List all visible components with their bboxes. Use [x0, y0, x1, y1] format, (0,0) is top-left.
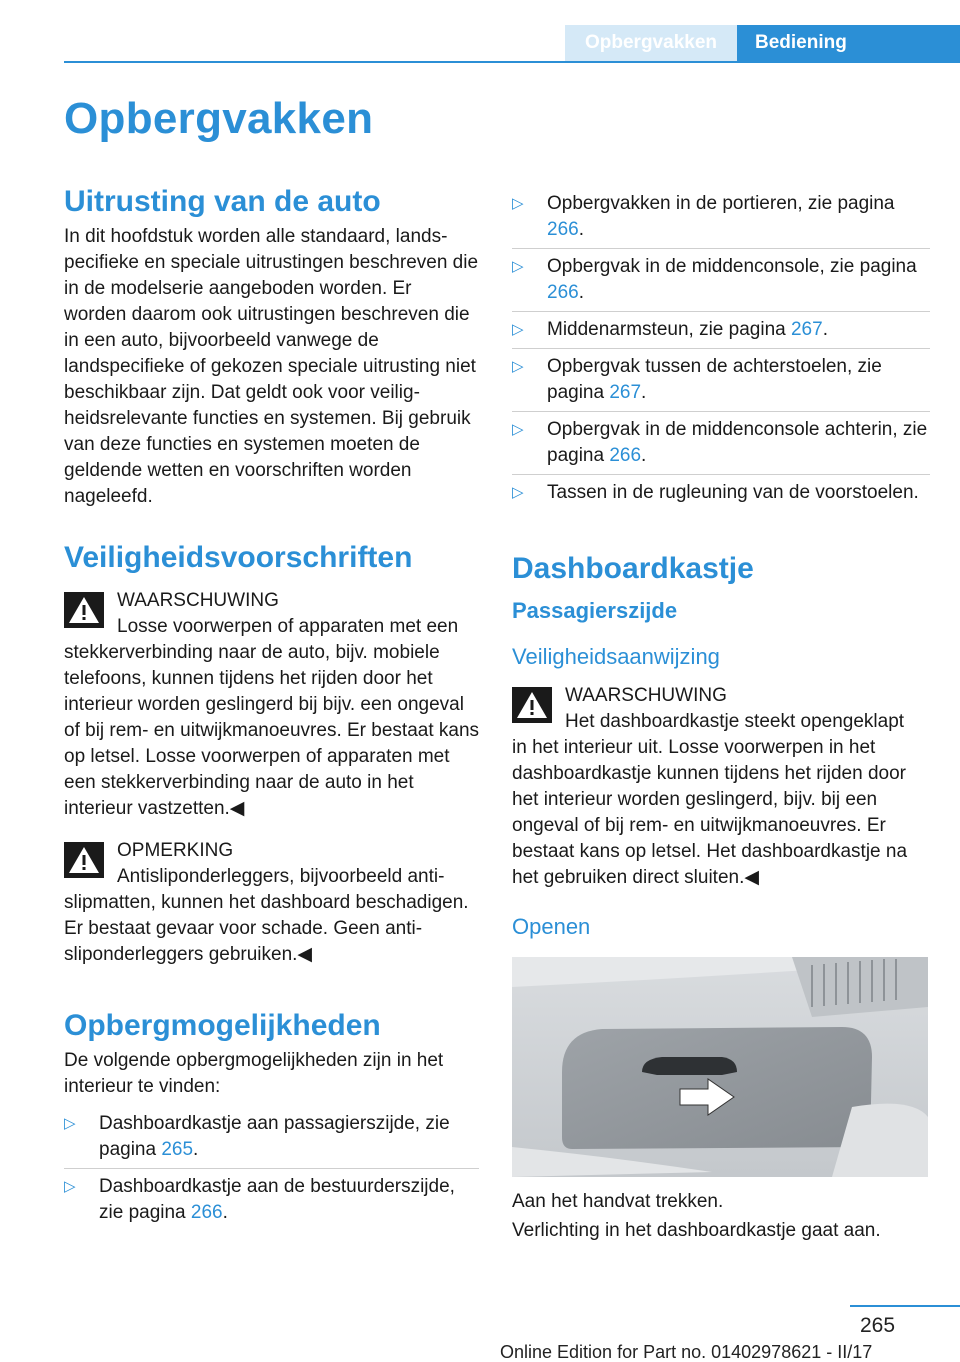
step-light-on: Verlichting in het dashboardkastje gaat aan.: [512, 1220, 881, 1241]
footer-rule: [850, 1305, 960, 1307]
heading-equipment: Uitrusting van de auto: [64, 185, 381, 218]
list-item: ▷ Dashboardkastje aan de bestuurderszijde, zie pagina 266.: [64, 1176, 455, 1223]
step-pull-handle: Aan het handvat trekken.: [512, 1191, 724, 1212]
warning-triangle-icon: [512, 687, 552, 723]
page-link[interactable]: 266: [547, 282, 579, 303]
list-item: ▷ Opbergvak in de middenconsole achterin, zie pagina 266.: [512, 412, 930, 475]
bullet-triangle-icon: ▷: [512, 484, 524, 501]
page-link[interactable]: 266: [547, 219, 579, 240]
header-rule: [64, 61, 960, 63]
heading-open: Openen: [512, 914, 591, 939]
warning-triangle-icon: [64, 592, 104, 628]
list-item: ▷ Dashboardkastje aan passagierszijde, zie pagina 265.: [64, 1106, 479, 1169]
bullet-triangle-icon: ▷: [512, 258, 524, 275]
warning-label-2: WAARSCHUWING: [565, 685, 727, 706]
heading-passenger: Passagierszijde: [512, 598, 678, 623]
list-item: ▷ Opbergvak in de middenconsole, zie pagina 266.: [512, 249, 930, 312]
storage-list-right: [512, 186, 930, 511]
page-link[interactable]: 266: [609, 445, 642, 466]
note-label-1: OPMERKING: [117, 840, 234, 861]
equipment-text: In dit hoofdstuk worden alle standaard, landspecifieke en speciale uitrustingen beschreven die in de modelserie aangeboden worden. Er worden daarom ook uitrustingen beschreven die in een auto, bijvoorbeeld vanwege de landspecifieke of gekozen speciale uitrusting niet beschikbaar zijn. Dat geldt ook voor veiligheidsrelevante functies en systemen. Bij gebruik van deze functies en systemen moeten de geldende wetten en voorschriften worden nageleefd.: [64, 226, 479, 507]
warning-block-2: [512, 683, 930, 891]
bullet-triangle-icon: ▷: [512, 321, 524, 338]
page-title: Opbergvakken: [64, 94, 374, 143]
note-block-1: [64, 838, 479, 968]
page-link[interactable]: 265: [161, 1139, 194, 1160]
left-column: [64, 184, 479, 1231]
bullet-triangle-icon: ▷: [512, 358, 524, 375]
header-tab-section[interactable]: Opbergvakken: [565, 25, 737, 61]
list-item: ▷ Middenarmsteun, zie pagina 267.: [512, 312, 930, 349]
page-link[interactable]: 266: [190, 1202, 223, 1223]
warning-text-2: in het interieur uit. Losse voorwerpen in het dashboardkastje kunnen tijdens het rijden door het interieur worden geslingerd, bijv. bij een ongeval of bij rem- en uitwijkmanoeuvres. Er bestaat kans op letsel. Het dashboardkastje na het gebruiken direct sluiten.◀: [512, 737, 908, 888]
glovebox-photo: [512, 957, 928, 1177]
list-item: ▷ Opbergvakken in de portieren, zie pagina 266.: [512, 186, 930, 249]
warning-first-line-2: Het dashboardkastje steekt opengeklapt: [565, 711, 905, 732]
list-item: ▷ Tassen in de rugleuning van de voorstoelen.: [512, 475, 930, 511]
warning-label-1: WAARSCHUWING: [117, 590, 279, 611]
note-first-line-1: Antisliponderleggers, bijvoorbeeld anti-: [117, 866, 445, 887]
right-column: [512, 186, 930, 1244]
warning-text-1: stekkerverbinding naar de auto, bijv. mobiele telefoons, kunnen tijdens het rijden door het interieur worden geslingerd bij bijv. een ongeval of bij rem- en uitwijkmanoeuvres. Er bestaat kans op letsel. Losse voorwerpen of apparaten met een stekkerverbinding naar de auto in het interieur vastzetten.◀: [64, 642, 480, 819]
note-text-1: slipmatten, kunnen het dashboard beschadigen. Er bestaat gevaar voor schade. Geen antisliponderleggers gebruiken.◀: [64, 892, 469, 965]
bullet-triangle-icon: ▷: [64, 1115, 76, 1132]
header-tab-chapter[interactable]: Bediening: [737, 25, 960, 61]
page-link[interactable]: 267: [609, 382, 642, 403]
bullet-triangle-icon: ▷: [64, 1178, 76, 1195]
page-number: 265: [860, 1314, 896, 1337]
page-link[interactable]: 267: [790, 319, 823, 340]
warning-first-line-1: Losse voorwerpen of apparaten met een: [117, 616, 459, 637]
heading-glovebox: Dashboardkastje: [512, 552, 754, 585]
bullet-triangle-icon: ▷: [512, 421, 524, 438]
bullet-triangle-icon: ▷: [512, 195, 524, 212]
heading-safety: Veiligheidsvoorschriften: [64, 541, 413, 574]
storage-intro: De volgende opbergmogelijkheden zijn in het interieur te vinden:: [64, 1050, 444, 1097]
list-item: ▷ Opbergvak tussen de achterstoelen, zie pagina 267.: [512, 349, 930, 412]
heading-safety-note: Veiligheidsaanwijzing: [512, 644, 720, 669]
storage-list-left: [64, 1106, 479, 1231]
warning-block-1: [64, 588, 479, 822]
heading-storage: Opbergmogelijkheden: [64, 1009, 381, 1042]
note-triangle-icon: [64, 842, 104, 878]
footer-edition: Online Edition for Part no. 01402978621 - II/17: [500, 1342, 873, 1362]
